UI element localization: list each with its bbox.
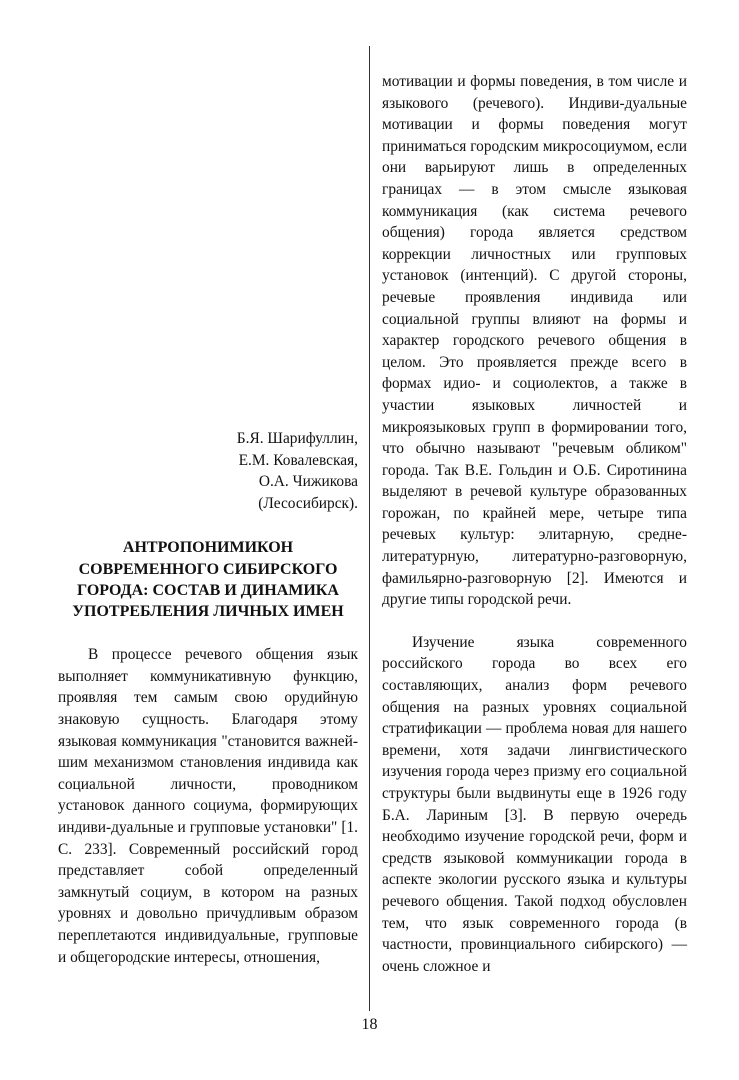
column-divider xyxy=(369,46,370,1011)
right-body-paragraph-2: Изучение языка современного российского города во всех его составляющих, анализ форм речевого общения на разных уровнях социальной стратификации — проблема новая для нашего времени, хотя задачи лингвистического изучения города через призму его социальной структуры были выдвинуты еще в 1926 году Б.А. Лариным [3]. В первую очередь необходимо изучение городской речи, форм и средств языковой коммуникации города в аспекте экологии русского языка и культуры речевого общения. Такой подход обусловлен тем, что язык современного города (в частности, провинциального сибирского) — очень сложное и xyxy=(382,633,687,975)
author-line: Е.М. Ковалевская, xyxy=(238,451,358,469)
right-body-paragraph-1: мотивации и формы поведения, в том числе и языкового (речевого). Индиви-дуальные мотивации и формы поведения могут приниматься городским микросоциумом, если они варьируют лишь в определенных границах — в этом смысле языковая коммуникация (как система речевого общения) города является средством коррекции личностных или групповых установок (интенций). С другой стороны, речевые проявления индивида или социальной группы влияют на формы и характер городского речевого общения в целом. Это проявляется прежде всего в формах идио- и социолектов, а также в участии языковых личностей и микроязыковых групп в формировании того, что обычно называют "речевым обликом" города. Так В.Е. Гольдин и О.Б. Сиротинина выделяют в речевой культуре образованных горожан, по крайней мере, четыре типа речевых культур: элитарную, средне-литературную, литературно-разговорную, фамильярно-разговорную [2]. Имеются и другие типы городской речи. xyxy=(382,73,688,609)
article-title: АНТРОПОНИМИКОН СОВРЕМЕННОГО СИБИРСКОГО ГОРОДА: СОСТАВ И ДИНАМИКА УПОТРЕБЛЕНИЯ ЛИЧНЫХ ИМЕН xyxy=(72,539,344,620)
right-column xyxy=(382,71,687,977)
authors-block xyxy=(58,428,358,514)
author-line: О.А. Чижикова xyxy=(258,473,358,491)
author-city: (Лесосибирск). xyxy=(258,494,358,512)
page-number: 18 xyxy=(361,1016,378,1033)
left-body-paragraph: В процессе речевого общения язык выполняет коммуникативную функцию, проявляя тем самым свою орудийную знаковую сущность. Благодаря этому языковая коммуникация "становится важней-шим механизмом становления индивида как социальной личности, проводником установок данного социума, формирующих индиви-дуальные и групповые установки" [1. С. 233]. Современный российский город представляет собой определенный замкнутый социум, в котором на разных уровнях и довольно причудливым образом переплетаются индивидуальные, групповые и общегородские интересы, отношения, xyxy=(58,646,358,966)
left-column xyxy=(58,428,358,968)
author-line: Б.Я. Шарифуллин, xyxy=(236,430,358,447)
